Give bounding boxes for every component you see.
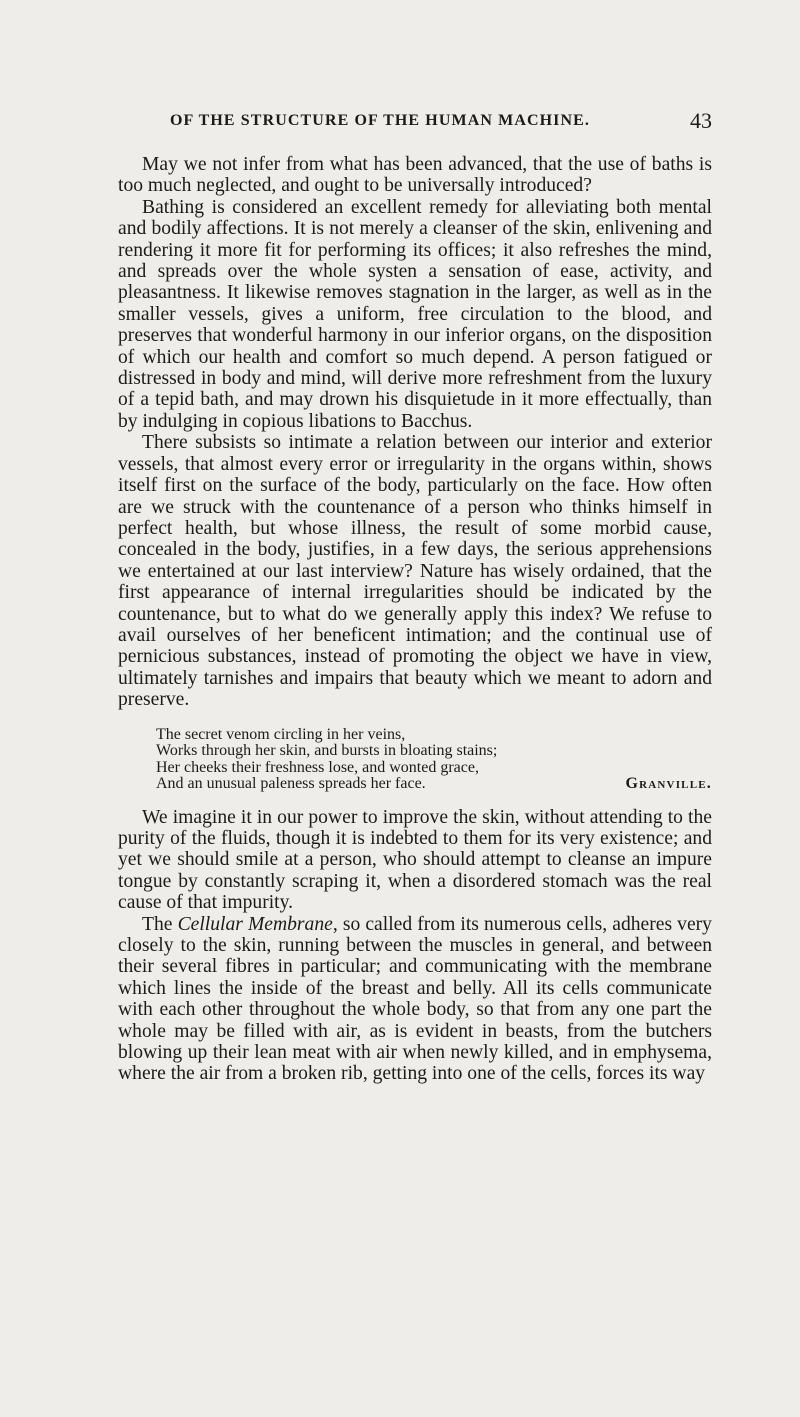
running-title: OF THE STRUCTURE OF THE HUMAN MACHINE. <box>169 112 591 129</box>
running-head <box>118 108 712 138</box>
verse-attribution: Granville. <box>625 775 712 793</box>
verse-last-row <box>118 776 712 793</box>
paragraph-bathing-remedy: Bathing is considered an excellent remedy for alleviating both mental and bodily affections. It is not merely a cleanser of the skin, enlivening and rendering it more fit for performing its offices; it also refreshes the mind, and spreads over the whole systen a sensation of ease, activity, and pleasantness. It likewise removes stagnation in the larger, as well as in the smaller vessels, gives a uniform, free circulation to the blood, and preserves that wonderful harmony in our inferior organs, on the disposition of which our health and comfort so much depend. A person fatigued or distressed in body and mind, will derive more refreshment from the luxury of a tepid bath, and may drown his disquietude in it more effectually, than by indulging in copious libations to Bacchus. <box>118 196 712 432</box>
paragraph-interior-exterior: There subsists so intimate a relation between our interior and exterior vessels, that almost every error or irregularity in the organs within, shows itself first on the surface of the body, particularly on the face. How often are we struck with the countenance of a person who thinks himself in perfect health, but whose illness, the result of some morbid cause, concealed in the body, justifies, in a few days, the serious apprehensions we entertained at our last interview? Nature has wisely ordained, that the first appearance of internal irregularities should be indicated by the countenance, but to what do we generally apply this index? We refuse to avail ourselves of her beneficent intimation; and the continual use of pernicious substances, instead of promoting the object we have in view, ultimately tarnishes and impairs that beauty which we meant to adorn and preserve. <box>118 432 712 711</box>
verse-line: And an unusual paleness spreads her face. <box>156 775 426 793</box>
verse-line: The secret venom circling in her veins, <box>156 725 406 743</box>
paragraph-baths-question: May we not infer from what has been advanced, that the use of baths is too much neglected, and ought to be universally introduced? <box>118 154 712 197</box>
verse-line: Works through her skin, and bursts in bloating stains; <box>156 742 498 760</box>
term-cellular-membrane: Cellular Membrane <box>177 913 333 935</box>
paragraph-rest: , so called from its numerous cells, adheres very closely to the skin, running between the muscles in general, and between their several fibres in particular; and communicating with the membrane which lines the inside of the breast and belly. All its cells communicate with each other throughout the whole body, so that from any one part the whole may be filled with air, as is evident in beasts, from the butchers blowing up their lean meat with air when newly killed, and in emphysema, where the air from a broken rib, getting into one of the cells, forces its way <box>118 913 712 1085</box>
paragraph-cellular-membrane <box>118 914 712 1085</box>
paragraph-lead: The <box>142 913 173 935</box>
verse-line: Her cheeks their freshness lose, and wonted grace, <box>156 758 479 776</box>
body-text <box>118 154 712 1085</box>
verse-quotation <box>118 727 712 793</box>
paragraph-skin-fluids: We imagine it in our power to improve the skin, without attending to the purity of the fluids, though it is indebted to them for its very existence; and yet we should smile at a person, who should attempt to cleanse an impure tongue by constantly scraping it, when a disordered stomach was the real cause of that impurity. <box>118 806 712 914</box>
page-number: 43 <box>690 108 712 133</box>
